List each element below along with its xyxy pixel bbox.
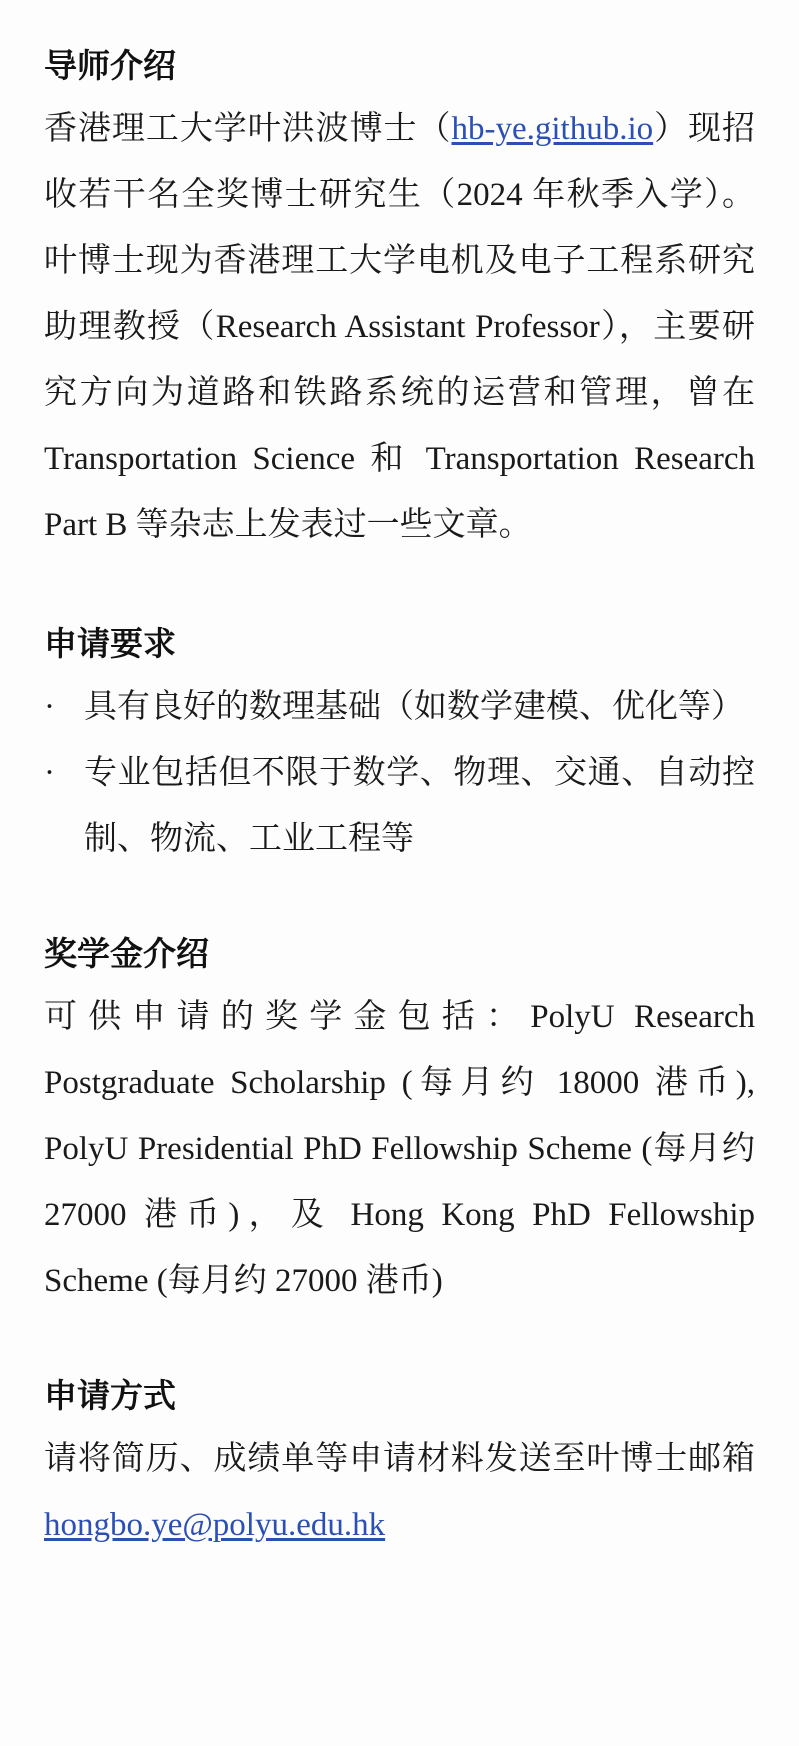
advisor-intro-paragraph [44, 96, 755, 558]
requirement-item [44, 674, 755, 740]
advisor-heading: 导师介绍 [44, 46, 176, 85]
application-section [44, 1366, 755, 1558]
requirements-list [44, 674, 755, 872]
requirement-item [44, 740, 755, 872]
requirements-heading: 申请要求 [44, 624, 176, 663]
application-paragraph [44, 1426, 755, 1558]
requirements-section [44, 614, 755, 872]
section-spacer [44, 1314, 755, 1366]
advisor-intro-before-link: 香港理工大学叶洪波博士（ [44, 111, 452, 147]
application-text: 请将简历、成绩单等申请材料发送至叶博士邮箱 [44, 1441, 755, 1477]
scholarship-paragraph: 可供申请的奖学金包括：PolyU Research Postgraduate Scholarship (每月约 18000 港币), PolyU Presidential PhD Fellowship Scheme (每月约 27000 港币)，及 Hong Kong PhD Fellowship Scheme (每月约 27000 港币) [44, 999, 755, 1299]
requirement-text: 具有良好的数理基础（如数学建模、优化等） [84, 689, 744, 725]
advisor-section [44, 36, 755, 558]
advisor-intro-after-link: ）现招收若干名全奖博士研究生（2024 年秋季入学）。叶博士现为香港理工大学电机及电子工程系研究助理教授（Research Assistant Professor），主要研究方向为道路和铁路系统的运营和管理，曾在 Transportation Science 和 Transportation Research Part B 等杂志上发表过一些文章。 [44, 111, 756, 543]
scholarship-heading: 奖学金介绍 [44, 934, 209, 973]
email-link[interactable]: hongbo.ye@polyu.edu.hk [44, 1507, 386, 1543]
section-spacer [44, 558, 755, 614]
application-heading: 申请方式 [44, 1376, 176, 1415]
bullet-dot-icon: · [44, 689, 55, 725]
section-spacer [44, 872, 755, 924]
homepage-link[interactable]: hb-ye.github.io [451, 111, 654, 147]
scholarship-section [44, 924, 755, 1314]
requirement-text: 专业包括但不限于数学、物理、交通、自动控制、物流、工业工程等 [84, 755, 755, 857]
bullet-dot-icon: · [44, 755, 55, 791]
